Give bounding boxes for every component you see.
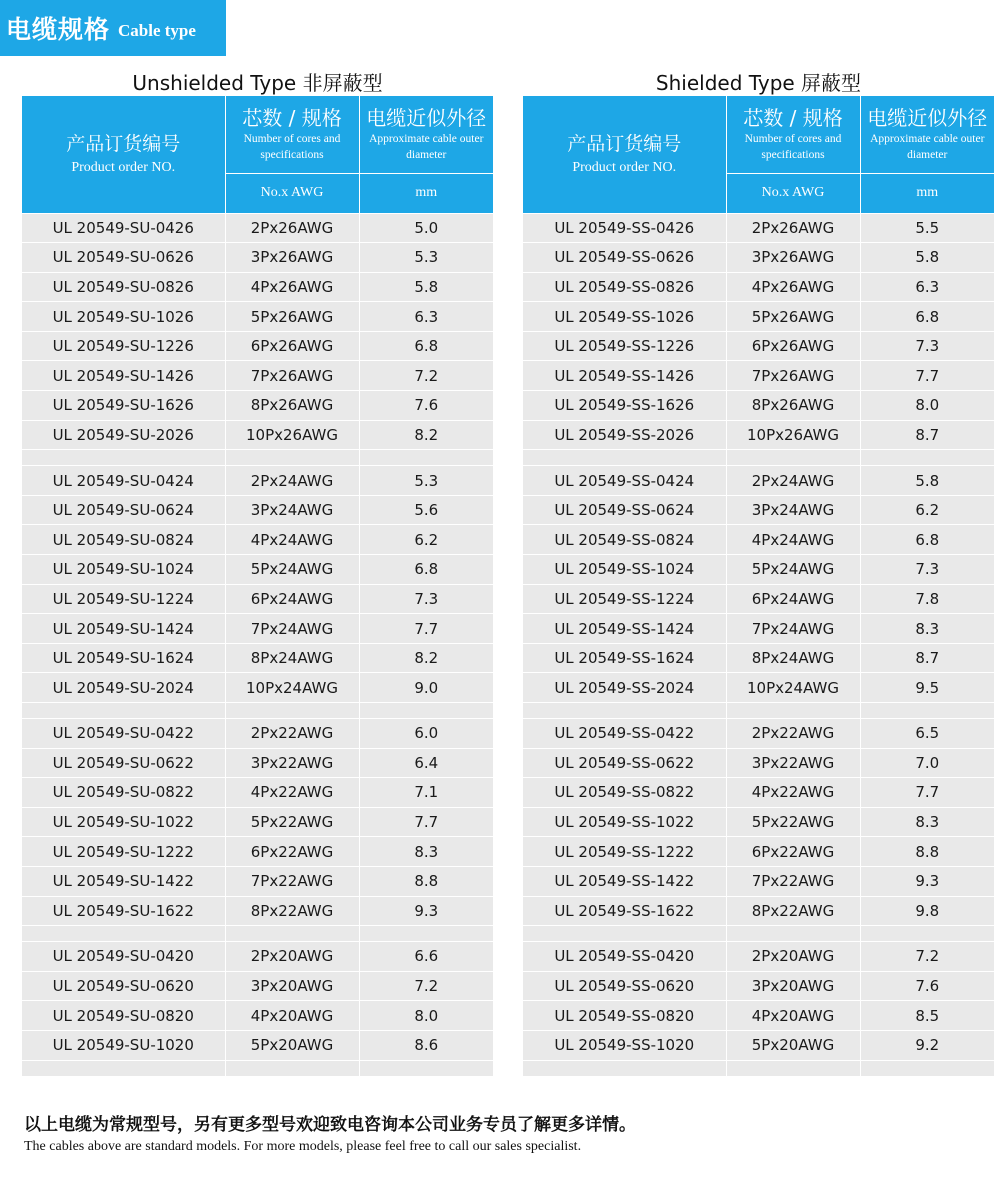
banner-title-en: Cable type: [118, 21, 196, 40]
diameter-cell: 5.0: [359, 213, 493, 243]
cores-spec-cell: 6Px22AWG: [726, 837, 860, 867]
table-row: [523, 748, 994, 778]
product-number-cell: UL 20549-SU-1224: [22, 584, 225, 614]
product-number-cell: UL 20549-SS-1024: [523, 555, 726, 585]
cores-spec-cell: 8Px24AWG: [225, 643, 359, 673]
spacer-cell: [860, 703, 994, 719]
group-spacer-row: [523, 926, 994, 942]
diameter-cell: 5.6: [359, 495, 493, 525]
cores-spec-cell: 2Px26AWG: [225, 213, 359, 243]
cores-spec-cell: 2Px20AWG: [225, 942, 359, 972]
table-row: [22, 213, 493, 243]
product-number-cell: UL 20549-SU-1422: [22, 866, 225, 896]
diameter-cell: 8.0: [359, 1001, 493, 1031]
spacer-cell: [523, 703, 726, 719]
cores-spec-cell: 7Px24AWG: [726, 614, 860, 644]
table-row: [22, 719, 493, 749]
cores-spec-cell: 4Px26AWG: [225, 272, 359, 302]
cores-spec-cell: 8Px24AWG: [726, 643, 860, 673]
table-row: [523, 837, 994, 867]
cores-spec-cell: 10Px24AWG: [726, 673, 860, 703]
product-number-cell: UL 20549-SU-0624: [22, 495, 225, 525]
cores-spec-cell: 2Px22AWG: [726, 719, 860, 749]
product-number-cell: UL 20549-SU-0420: [22, 942, 225, 972]
table-row: [523, 361, 994, 391]
diameter-cell: 7.3: [359, 584, 493, 614]
cores-spec-cell: 8Px26AWG: [726, 391, 860, 421]
diameter-cell: 8.8: [860, 837, 994, 867]
diameter-cell: 5.8: [860, 466, 994, 496]
product-number-cell: UL 20549-SS-1422: [523, 866, 726, 896]
product-number-cell: UL 20549-SU-0424: [22, 466, 225, 496]
table-row: [22, 778, 493, 808]
table-row: [22, 391, 493, 421]
product-number-cell: UL 20549-SS-2024: [523, 673, 726, 703]
table-row: [523, 942, 994, 972]
product-number-cell: UL 20549-SS-1622: [523, 896, 726, 926]
diameter-cell: 8.2: [359, 420, 493, 450]
diameter-cell: 8.6: [359, 1030, 493, 1060]
product-number-cell: UL 20549-SS-0824: [523, 525, 726, 555]
cores-spec-cell: 8Px22AWG: [225, 896, 359, 926]
spacer-cell: [726, 1060, 860, 1076]
table-row: [523, 643, 994, 673]
table-row: [22, 866, 493, 896]
product-number-cell: UL 20549-SU-1022: [22, 807, 225, 837]
diameter-cell: 8.7: [860, 420, 994, 450]
group-spacer-row: [22, 926, 493, 942]
spacer-cell: [860, 450, 994, 466]
table-row: [523, 584, 994, 614]
cores-spec-cell: 3Px24AWG: [225, 495, 359, 525]
diameter-cell: 7.7: [860, 361, 994, 391]
header-diameter: 电缆近似外径 Approximate cable outer diameter: [359, 96, 493, 173]
diameter-cell: 8.3: [860, 807, 994, 837]
table-row: [523, 272, 994, 302]
cores-spec-cell: 4Px24AWG: [726, 525, 860, 555]
spacer-cell: [726, 450, 860, 466]
cores-spec-cell: 8Px26AWG: [225, 391, 359, 421]
product-number-cell: UL 20549-SS-1026: [523, 302, 726, 332]
group-spacer-row: [22, 703, 493, 719]
table-row: [22, 420, 493, 450]
cores-spec-cell: 5Px24AWG: [225, 555, 359, 585]
table-row: [523, 466, 994, 496]
diameter-cell: 9.3: [860, 866, 994, 896]
product-number-cell: UL 20549-SS-1224: [523, 584, 726, 614]
spacer-cell: [523, 450, 726, 466]
product-number-cell: UL 20549-SS-1020: [523, 1030, 726, 1060]
cores-spec-cell: 7Px26AWG: [225, 361, 359, 391]
header-diameter-unit: mm: [359, 173, 493, 213]
product-number-cell: UL 20549-SU-1622: [22, 896, 225, 926]
section-banner: [0, 0, 226, 56]
product-number-cell: UL 20549-SS-0826: [523, 272, 726, 302]
diameter-cell: 8.2: [359, 643, 493, 673]
cores-spec-cell: 5Px24AWG: [726, 555, 860, 585]
diameter-cell: 6.0: [359, 719, 493, 749]
diameter-cell: 6.2: [359, 525, 493, 555]
cores-spec-cell: 4Px22AWG: [726, 778, 860, 808]
group-spacer-row: [523, 703, 994, 719]
header-cores: 芯数 / 规格 Number of cores and specifications: [726, 96, 860, 173]
cores-spec-cell: 6Px26AWG: [225, 331, 359, 361]
product-number-cell: UL 20549-SU-2024: [22, 673, 225, 703]
table-row: [22, 673, 493, 703]
product-number-cell: UL 20549-SU-0826: [22, 272, 225, 302]
table-row: [22, 614, 493, 644]
diameter-cell: 9.5: [860, 673, 994, 703]
header-diameter-unit: mm: [860, 173, 994, 213]
cores-spec-cell: 3Px24AWG: [726, 495, 860, 525]
product-number-cell: UL 20549-SS-1022: [523, 807, 726, 837]
cores-spec-cell: 6Px26AWG: [726, 331, 860, 361]
product-number-cell: UL 20549-SS-1624: [523, 643, 726, 673]
product-number-cell: UL 20549-SS-1226: [523, 331, 726, 361]
cores-spec-cell: 5Px22AWG: [726, 807, 860, 837]
cores-spec-cell: 5Px20AWG: [726, 1030, 860, 1060]
product-number-cell: UL 20549-SS-1426: [523, 361, 726, 391]
group-spacer-row: [22, 450, 493, 466]
header-product: 产品订货编号 Product order NO.: [523, 96, 726, 213]
product-number-cell: UL 20549-SU-2026: [22, 420, 225, 450]
product-number-cell: UL 20549-SS-2026: [523, 420, 726, 450]
diameter-cell: 6.8: [860, 525, 994, 555]
diameter-cell: 7.7: [359, 807, 493, 837]
cores-spec-cell: 3Px26AWG: [225, 243, 359, 273]
diameter-cell: 7.7: [860, 778, 994, 808]
spacer-cell: [22, 1060, 225, 1076]
cores-spec-cell: 2Px22AWG: [225, 719, 359, 749]
diameter-cell: 9.8: [860, 896, 994, 926]
cores-spec-cell: 3Px22AWG: [225, 748, 359, 778]
product-number-cell: UL 20549-SS-1424: [523, 614, 726, 644]
product-number-cell: UL 20549-SS-1626: [523, 391, 726, 421]
spacer-cell: [22, 450, 225, 466]
product-number-cell: UL 20549-SS-0626: [523, 243, 726, 273]
table-row: [523, 807, 994, 837]
table-row: [22, 584, 493, 614]
table-row: [523, 1001, 994, 1031]
cores-spec-cell: 7Px22AWG: [225, 866, 359, 896]
table-row: [22, 643, 493, 673]
diameter-cell: 6.4: [359, 748, 493, 778]
diameter-cell: 7.6: [860, 971, 994, 1001]
table-row: [523, 525, 994, 555]
product-number-cell: UL 20549-SU-0622: [22, 748, 225, 778]
diameter-cell: 8.8: [359, 866, 493, 896]
spacer-cell: [359, 703, 493, 719]
cores-spec-cell: 4Px26AWG: [726, 272, 860, 302]
cores-spec-cell: 10Px26AWG: [225, 420, 359, 450]
group-spacer-row: [22, 1060, 493, 1076]
table-row: [523, 896, 994, 926]
cores-spec-cell: 10Px26AWG: [726, 420, 860, 450]
table-row: [22, 302, 493, 332]
table-row: [523, 614, 994, 644]
cores-spec-cell: 7Px22AWG: [726, 866, 860, 896]
cores-spec-cell: 5Px26AWG: [225, 302, 359, 332]
cores-spec-cell: 4Px24AWG: [225, 525, 359, 555]
table-row: [22, 971, 493, 1001]
header-cores-unit: No.x AWG: [726, 173, 860, 213]
group-spacer-row: [523, 450, 994, 466]
diameter-cell: 8.5: [860, 1001, 994, 1031]
diameter-cell: 7.3: [860, 555, 994, 585]
header-cores-unit: No.x AWG: [225, 173, 359, 213]
product-number-cell: UL 20549-SS-0424: [523, 466, 726, 496]
cores-spec-cell: 4Px20AWG: [225, 1001, 359, 1031]
table-row: [22, 361, 493, 391]
table-row: [523, 971, 994, 1001]
diameter-cell: 6.6: [359, 942, 493, 972]
table-row: [523, 719, 994, 749]
table-row: [523, 866, 994, 896]
table-row: [22, 942, 493, 972]
spacer-cell: [22, 703, 225, 719]
cores-spec-cell: 2Px24AWG: [726, 466, 860, 496]
cores-spec-cell: 5Px26AWG: [726, 302, 860, 332]
product-number-cell: UL 20549-SU-1226: [22, 331, 225, 361]
cores-spec-cell: 2Px20AWG: [726, 942, 860, 972]
diameter-cell: 7.6: [359, 391, 493, 421]
product-number-cell: UL 20549-SU-1020: [22, 1030, 225, 1060]
product-number-cell: UL 20549-SS-0426: [523, 213, 726, 243]
cores-spec-cell: 10Px24AWG: [225, 673, 359, 703]
diameter-cell: 7.0: [860, 748, 994, 778]
product-number-cell: UL 20549-SS-0620: [523, 971, 726, 1001]
diameter-cell: 9.0: [359, 673, 493, 703]
table-row: [22, 331, 493, 361]
diameter-cell: 7.2: [359, 971, 493, 1001]
diameter-cell: 5.3: [359, 243, 493, 273]
cores-spec-cell: 5Px22AWG: [225, 807, 359, 837]
product-number-cell: UL 20549-SU-1424: [22, 614, 225, 644]
footer-note-en: The cables above are standard models. For more models, please feel free to call our sales specialist.: [24, 1139, 582, 1154]
cores-spec-cell: 8Px22AWG: [726, 896, 860, 926]
table-row: [523, 673, 994, 703]
product-number-cell: UL 20549-SS-0820: [523, 1001, 726, 1031]
diameter-cell: 5.8: [359, 272, 493, 302]
product-number-cell: UL 20549-SU-1222: [22, 837, 225, 867]
spacer-cell: [860, 1060, 994, 1076]
cores-spec-cell: 4Px22AWG: [225, 778, 359, 808]
table-row: [523, 1030, 994, 1060]
cores-spec-cell: 6Px24AWG: [225, 584, 359, 614]
product-number-cell: UL 20549-SS-0822: [523, 778, 726, 808]
group-spacer-row: [523, 1060, 994, 1076]
table-row: [22, 1001, 493, 1031]
product-number-cell: UL 20549-SS-0624: [523, 495, 726, 525]
table-row: [523, 331, 994, 361]
header-product: 产品订货编号 Product order NO.: [22, 96, 225, 213]
product-number-cell: UL 20549-SU-0422: [22, 719, 225, 749]
diameter-cell: 7.1: [359, 778, 493, 808]
spacer-cell: [225, 926, 359, 942]
diameter-cell: 6.3: [359, 302, 493, 332]
diameter-cell: 7.7: [359, 614, 493, 644]
cores-spec-cell: 7Px24AWG: [225, 614, 359, 644]
spacer-cell: [225, 450, 359, 466]
cores-spec-cell: 6Px22AWG: [225, 837, 359, 867]
spacer-cell: [225, 1060, 359, 1076]
product-number-cell: UL 20549-SU-0820: [22, 1001, 225, 1031]
diameter-cell: 7.2: [359, 361, 493, 391]
table-row: [22, 807, 493, 837]
product-number-cell: UL 20549-SU-1626: [22, 391, 225, 421]
diameter-cell: 7.3: [860, 331, 994, 361]
unshielded-title: Unshielded Type 非屏蔽型: [132, 71, 383, 95]
product-number-cell: UL 20549-SS-0622: [523, 748, 726, 778]
table-row: [523, 302, 994, 332]
cores-spec-cell: 3Px26AWG: [726, 243, 860, 273]
table-row: [22, 896, 493, 926]
diameter-cell: 5.8: [860, 243, 994, 273]
diameter-cell: 6.2: [860, 495, 994, 525]
cores-spec-cell: 4Px20AWG: [726, 1001, 860, 1031]
table-row: [523, 243, 994, 273]
diameter-cell: 6.3: [860, 272, 994, 302]
table-row: [523, 391, 994, 421]
diameter-cell: 9.2: [860, 1030, 994, 1060]
cores-spec-cell: 3Px20AWG: [726, 971, 860, 1001]
table-row: [22, 748, 493, 778]
cores-spec-cell: 5Px20AWG: [225, 1030, 359, 1060]
cores-spec-cell: 3Px22AWG: [726, 748, 860, 778]
spacer-cell: [726, 703, 860, 719]
table-row: [22, 555, 493, 585]
product-number-cell: UL 20549-SU-1026: [22, 302, 225, 332]
spacer-cell: [523, 1060, 726, 1076]
product-number-cell: UL 20549-SS-1222: [523, 837, 726, 867]
cores-spec-cell: 3Px20AWG: [225, 971, 359, 1001]
diameter-cell: 8.3: [860, 614, 994, 644]
table-row: [523, 555, 994, 585]
diameter-cell: 6.8: [359, 331, 493, 361]
diameter-cell: 7.8: [860, 584, 994, 614]
banner-title-zh: 电缆规格: [6, 15, 111, 44]
table-row: [523, 213, 994, 243]
table-row: [22, 525, 493, 555]
shielded-table: [523, 96, 994, 1077]
table-row: [523, 778, 994, 808]
table-row: [22, 272, 493, 302]
spacer-cell: [225, 703, 359, 719]
spacer-cell: [523, 926, 726, 942]
diameter-cell: 8.0: [860, 391, 994, 421]
diameter-cell: 6.8: [860, 302, 994, 332]
header-diameter: 电缆近似外径 Approximate cable outer diameter: [860, 96, 994, 173]
footer-note-zh: 以上电缆为常规型号，另有更多型号欢迎致电咨询本公司业务专员了解更多详情。: [24, 1115, 636, 1135]
spacer-cell: [359, 1060, 493, 1076]
diameter-cell: 9.3: [359, 896, 493, 926]
diameter-cell: 5.3: [359, 466, 493, 496]
table-row: [523, 495, 994, 525]
diameter-cell: 7.2: [860, 942, 994, 972]
product-number-cell: UL 20549-SU-0626: [22, 243, 225, 273]
table-row: [22, 1030, 493, 1060]
table-row: [22, 837, 493, 867]
product-number-cell: UL 20549-SU-1024: [22, 555, 225, 585]
spacer-cell: [22, 926, 225, 942]
product-number-cell: UL 20549-SU-1426: [22, 361, 225, 391]
product-number-cell: UL 20549-SU-0620: [22, 971, 225, 1001]
table-row: [22, 243, 493, 273]
spacer-cell: [726, 926, 860, 942]
table-row: [22, 495, 493, 525]
cores-spec-cell: 6Px24AWG: [726, 584, 860, 614]
product-number-cell: UL 20549-SS-0422: [523, 719, 726, 749]
table-row: [523, 420, 994, 450]
diameter-cell: 6.8: [359, 555, 493, 585]
header-cores: 芯数 / 规格 Number of cores and specifications: [225, 96, 359, 173]
product-number-cell: UL 20549-SS-0420: [523, 942, 726, 972]
shielded-title: Shielded Type 屏蔽型: [655, 71, 862, 95]
spacer-cell: [359, 450, 493, 466]
table-row: [22, 466, 493, 496]
diameter-cell: 6.5: [860, 719, 994, 749]
product-number-cell: UL 20549-SU-0426: [22, 213, 225, 243]
cores-spec-cell: 7Px26AWG: [726, 361, 860, 391]
unshielded-table: [22, 96, 493, 1077]
spacer-cell: [860, 926, 994, 942]
diameter-cell: 8.3: [359, 837, 493, 867]
diameter-cell: 8.7: [860, 643, 994, 673]
product-number-cell: UL 20549-SU-0824: [22, 525, 225, 555]
cores-spec-cell: 2Px26AWG: [726, 213, 860, 243]
cores-spec-cell: 2Px24AWG: [225, 466, 359, 496]
diameter-cell: 5.5: [860, 213, 994, 243]
product-number-cell: UL 20549-SU-0822: [22, 778, 225, 808]
spacer-cell: [359, 926, 493, 942]
product-number-cell: UL 20549-SU-1624: [22, 643, 225, 673]
